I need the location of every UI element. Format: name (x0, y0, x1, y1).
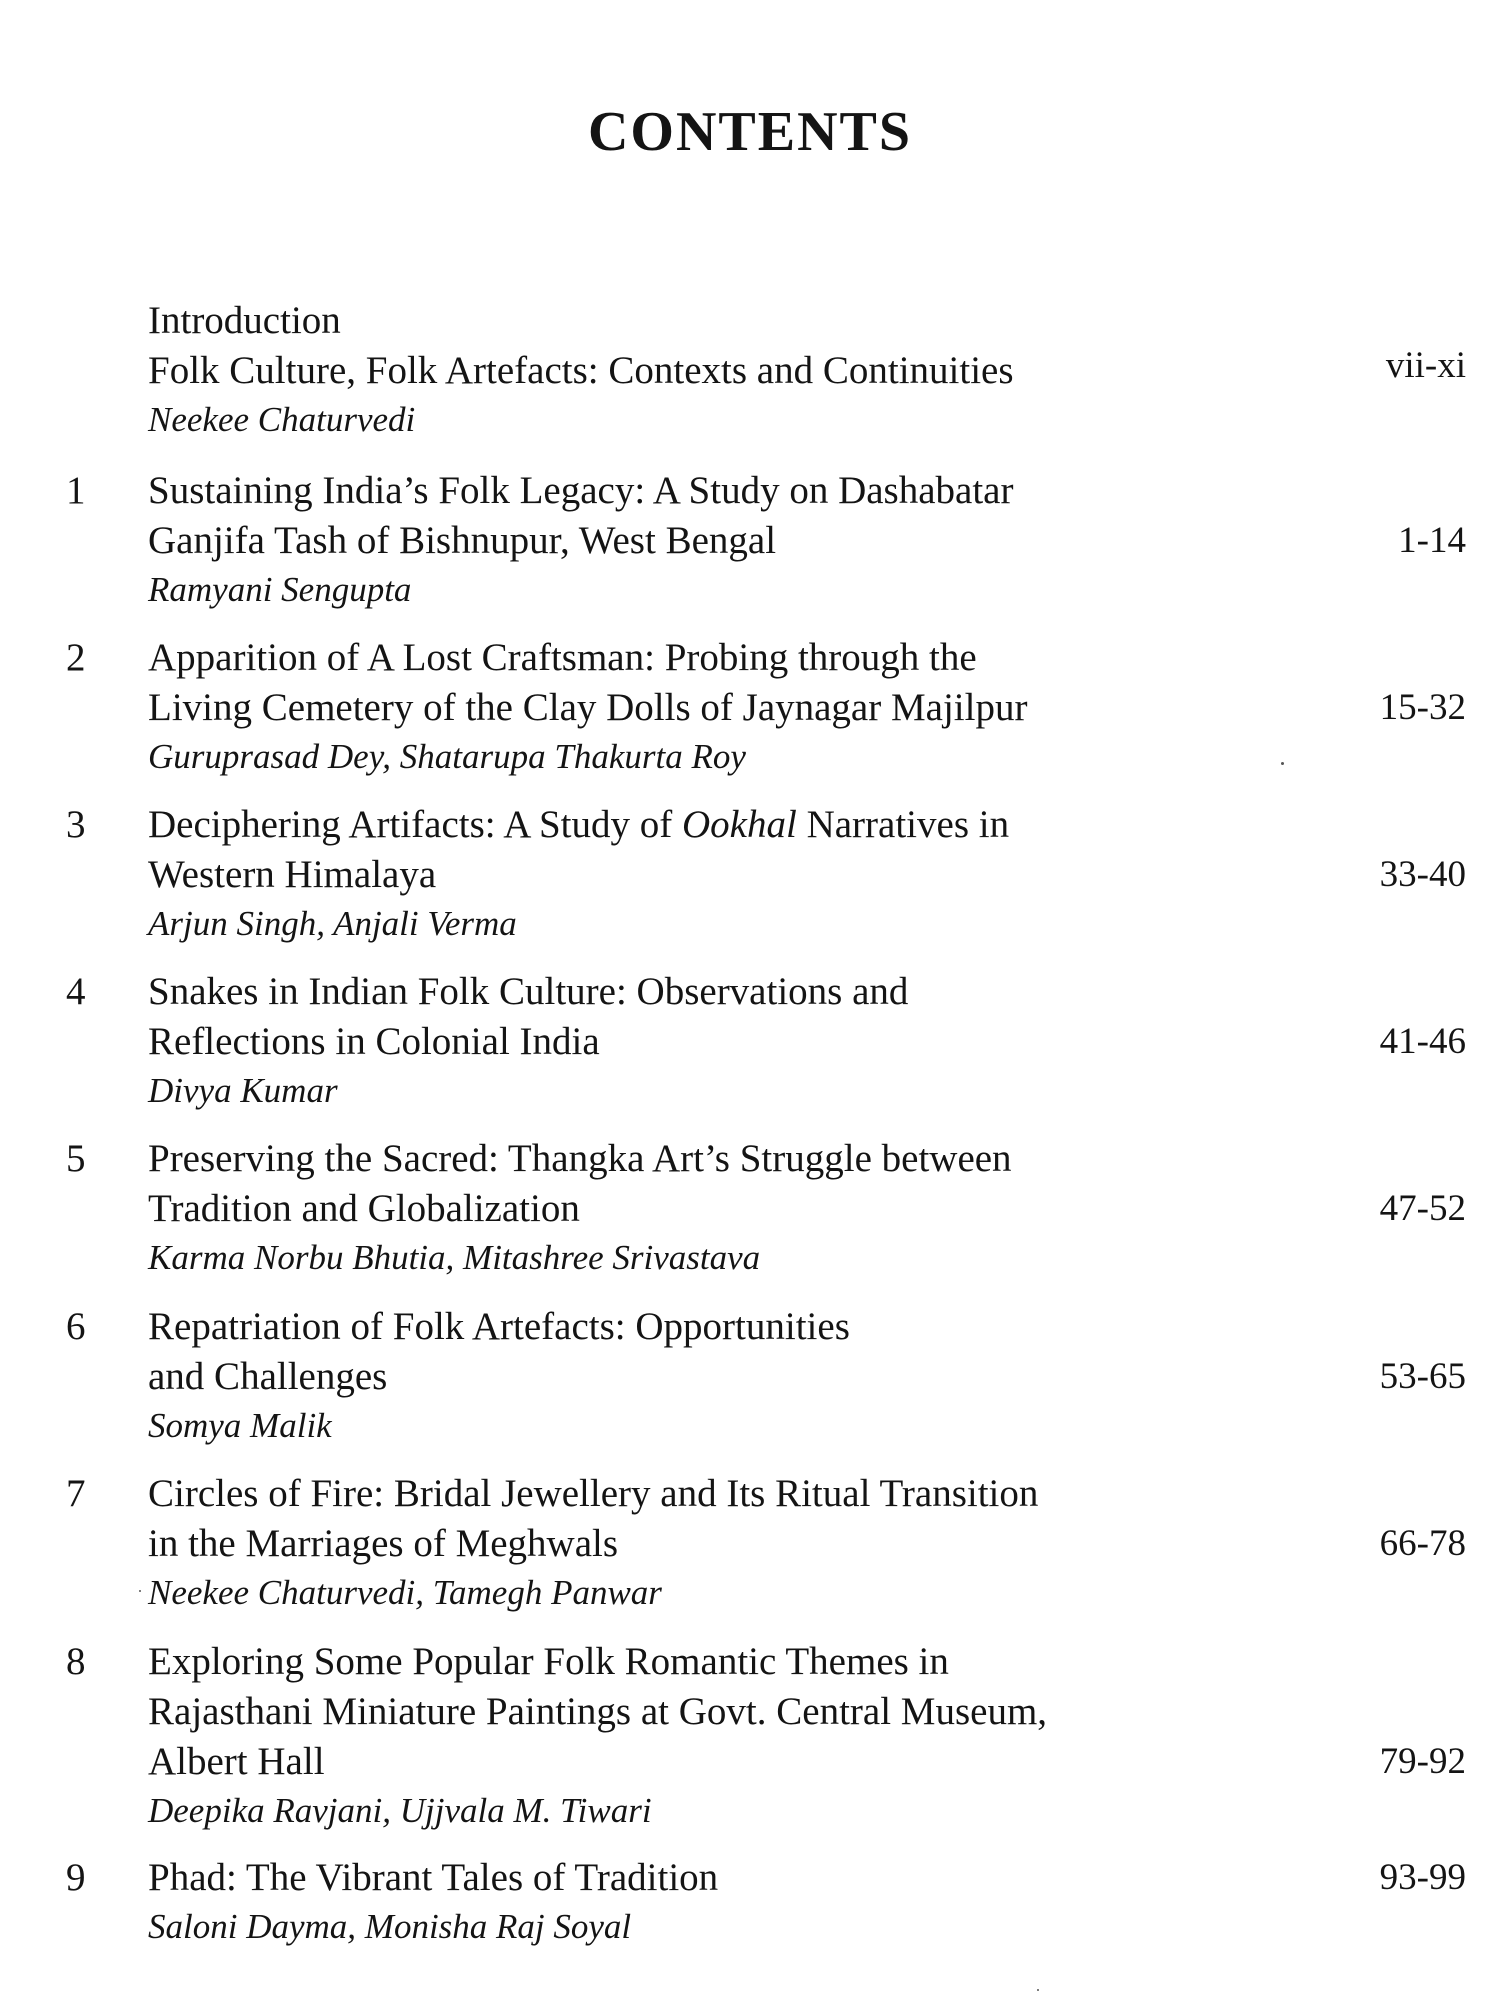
entry-title-line: Apparition of A Lost Craftsman: Probing through the (148, 636, 977, 679)
entry-pages: 93-99 (1379, 1857, 1466, 1898)
chapter-number: 1 (66, 469, 86, 512)
entry-author: Ramyani Sengupta (148, 570, 412, 609)
entry-title: Folk Culture, Folk Artefacts: Contexts and Continuities (148, 349, 1014, 392)
entry-author: Deepika Ravjani, Ujjvala M. Tiwari (148, 1791, 652, 1830)
entry-title-text: Narratives in (796, 803, 1010, 846)
entry-author: Neekee Chaturvedi (148, 400, 416, 439)
entry-author: Somya Malik (148, 1406, 332, 1445)
entry-pages: 1-14 (1398, 520, 1466, 561)
entry-author: Karma Norbu Bhutia, Mitashree Srivastava (148, 1238, 761, 1277)
entry-title-emphasis: Ookhal (682, 803, 797, 846)
entry-pages: vii-xi (1385, 345, 1466, 386)
entry-body (148, 633, 1308, 781)
chapter-number: 9 (66, 1856, 86, 1899)
entry-pages: 41-46 (1379, 1021, 1466, 1062)
entry-body (148, 1853, 1308, 1951)
entry-title-line: and Challenges (148, 1355, 388, 1398)
chapter-number: 6 (66, 1305, 86, 1348)
entry-title-line: Living Cemetery of the Clay Dolls of Jaynagar Majilpur (148, 686, 1028, 729)
entry-title-line (148, 800, 1308, 850)
entry-title-line: Circles of Fire: Bridal Jewellery and Its Ritual Transition (148, 1472, 1039, 1515)
entry-author: Arjun Singh, Anjali Verma (148, 904, 517, 943)
entry-pages: 47-52 (1379, 1188, 1466, 1229)
entry-title-line: in the Marriages of Meghwals (148, 1522, 619, 1565)
entry-pages: 66-78 (1379, 1523, 1466, 1564)
entry-title-line: Snakes in Indian Folk Culture: Observations and (148, 970, 909, 1013)
chapter-number: 5 (66, 1137, 86, 1180)
entry-body (148, 296, 1308, 444)
entry-label: Introduction (148, 299, 341, 342)
entry-title-line: Albert Hall (148, 1740, 325, 1783)
scan-speck (1037, 1989, 1039, 1991)
entry-body (148, 1469, 1308, 1617)
entry-title-line: Repatriation of Folk Artefacts: Opportunities (148, 1305, 850, 1348)
page-title: CONTENTS (587, 101, 913, 163)
entry-title-line: Preserving the Sacred: Thangka Art’s Struggle between (148, 1137, 1012, 1180)
entry-title-line: Western Himalaya (148, 853, 437, 896)
scan-speck (139, 1590, 141, 1592)
entry-body (148, 1637, 1308, 1835)
chapter-number: 3 (66, 803, 86, 846)
entry-title-line: Sustaining India’s Folk Legacy: A Study on Dashabatar (148, 469, 1014, 512)
entry-title-text: Deciphering Artifacts: A Study of (148, 803, 683, 846)
entry-author: Saloni Dayma, Monisha Raj Soyal (148, 1907, 632, 1946)
entry-author: Guruprasad Dey, Shatarupa Thakurta Roy (148, 737, 746, 776)
entry-body (148, 1134, 1308, 1282)
entry-author: Divya Kumar (148, 1071, 338, 1110)
entry-pages: 33-40 (1379, 854, 1466, 895)
chapter-number: 2 (66, 636, 86, 679)
entry-pages: 79-92 (1379, 1741, 1466, 1782)
entry-title-line: Rajasthani Miniature Paintings at Govt. Central Museum, (148, 1690, 1048, 1733)
entry-pages: 15-32 (1379, 687, 1466, 728)
chapter-number: 8 (66, 1640, 86, 1683)
entry-body (148, 466, 1308, 614)
entry-pages: 53-65 (1379, 1356, 1466, 1397)
entry-author: Neekee Chaturvedi, Tamegh Panwar (148, 1573, 662, 1612)
entry-body (148, 967, 1308, 1115)
entry-body (148, 1302, 1308, 1450)
chapter-number: 7 (66, 1472, 86, 1515)
entry-title-line: Ganjifa Tash of Bishnupur, West Bengal (148, 519, 777, 562)
entry-title-line: Tradition and Globalization (148, 1187, 580, 1230)
scan-speck (1281, 762, 1284, 765)
entry-body (148, 800, 1308, 948)
chapter-number: 4 (66, 970, 86, 1013)
entry-title-line: Reflections in Colonial India (148, 1020, 600, 1063)
entry-title-line: Exploring Some Popular Folk Romantic Themes in (148, 1640, 949, 1683)
entry-title-line: Phad: The Vibrant Tales of Tradition (148, 1856, 719, 1899)
